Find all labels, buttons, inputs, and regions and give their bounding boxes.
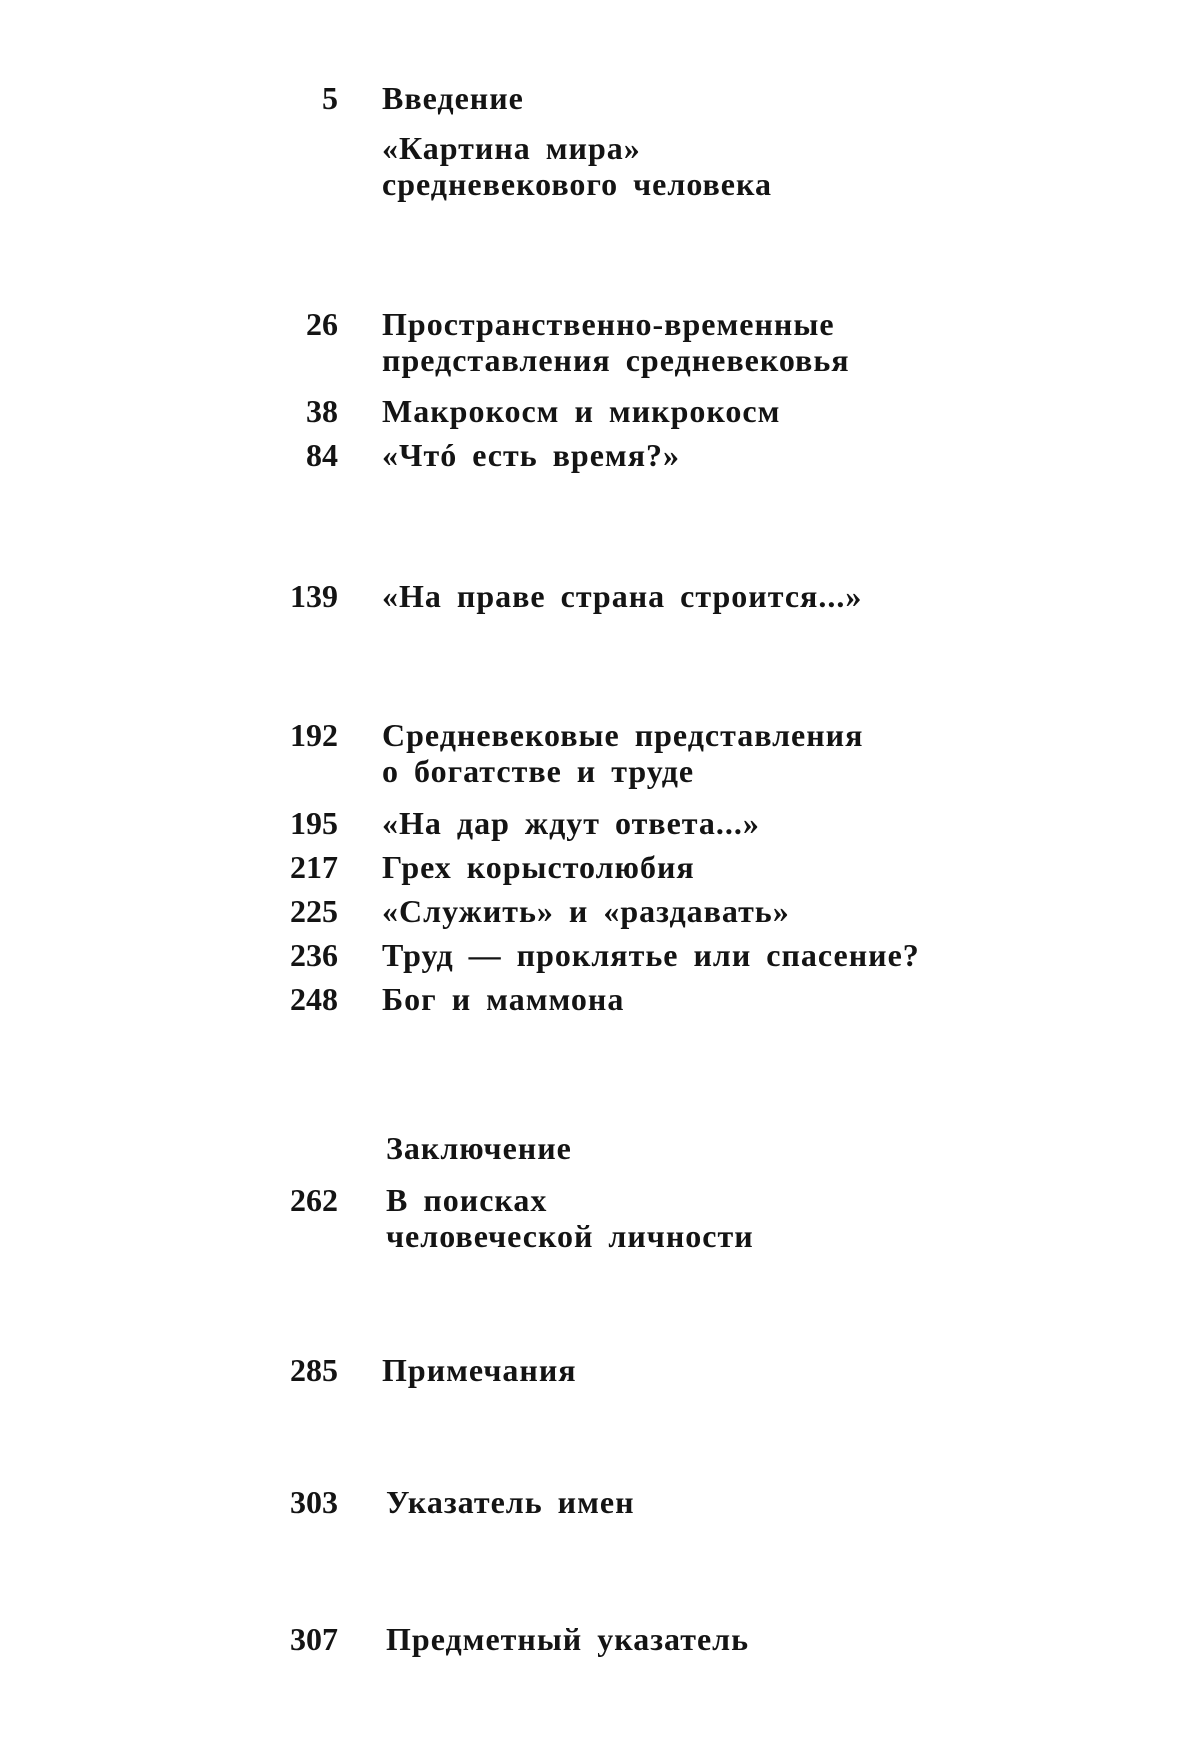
toc-entry-title: Бог и маммона <box>382 981 625 1017</box>
toc-entry-title: «Служить» и «раздавать» <box>382 893 790 929</box>
toc-entry-title: «На дар ждут ответа...» <box>382 805 760 841</box>
toc-entry-title: Указатель имен <box>386 1484 635 1520</box>
toc-entry-title: Грех корыстолюбия <box>382 849 695 885</box>
toc-entry-title: «Картина мира» <box>382 130 641 166</box>
toc-page-number: 139 <box>290 578 338 614</box>
toc-page-number: 285 <box>290 1352 338 1388</box>
toc-entry-title: Предметный указатель <box>386 1621 750 1657</box>
toc-entry-title: В поисках <box>386 1182 548 1218</box>
toc-section-label: Заключение <box>386 1130 572 1166</box>
toc-entry-title: Средневековые представления <box>382 717 864 753</box>
toc-entry-title: средневекового человека <box>382 166 772 202</box>
toc-entry-title: о богатстве и труде <box>382 753 695 789</box>
toc-entry-title: представления средневековья <box>382 342 850 378</box>
toc-entry-title: Пространственно-временные <box>382 306 835 342</box>
toc-page-number: 217 <box>290 849 338 885</box>
toc-entry-title: «Чтó есть время?» <box>382 437 681 473</box>
toc-page-number: 192 <box>290 717 338 753</box>
toc-page-number: 262 <box>290 1182 338 1218</box>
toc-page-number: 5 <box>322 80 338 116</box>
toc-page-number: 307 <box>290 1621 338 1657</box>
toc-entry-title: Труд — проклятье или спасение? <box>382 937 920 973</box>
toc-page-number: 248 <box>290 981 338 1017</box>
toc-page-number: 38 <box>306 393 338 429</box>
toc-page-number: 236 <box>290 937 338 973</box>
toc-entry-title: «На праве страна строится...» <box>382 578 863 614</box>
toc-entry-title: человеческой личности <box>386 1218 754 1254</box>
toc-page-number: 26 <box>306 306 338 342</box>
toc-page-number: 195 <box>290 805 338 841</box>
toc-page-number: 84 <box>306 437 338 473</box>
toc-entry-title: Примечания <box>382 1352 577 1388</box>
toc-section-label: Введение <box>382 80 524 116</box>
toc-entry-title: Макрокосм и микрокосм <box>382 393 781 429</box>
toc-page-number: 225 <box>290 893 338 929</box>
toc-page-number: 303 <box>290 1484 338 1520</box>
